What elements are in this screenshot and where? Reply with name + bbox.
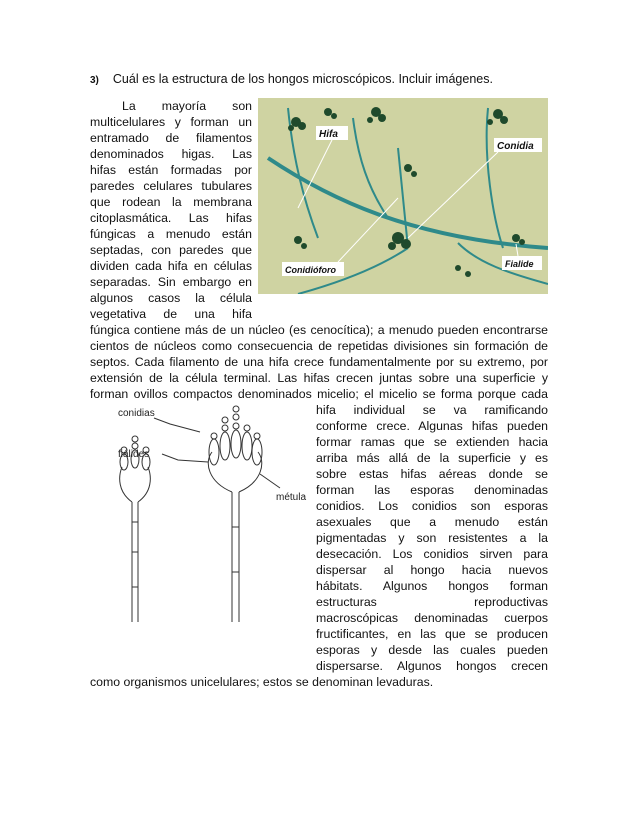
- body-line-19: forman ovillos compactos denominados micelio; el micelio se forma porque cada: [90, 387, 548, 401]
- label-conidias: conidias: [118, 408, 155, 419]
- body-line-6: paredes celulares tubulares: [90, 179, 252, 193]
- label-metula: métula: [276, 492, 307, 503]
- conidiophore-diagram: [108, 402, 318, 624]
- body-line-31: hábitats. Algunos hongos forman: [316, 579, 548, 593]
- body-line-36: dispersarse. Algunos hongos crecen: [316, 659, 548, 673]
- body-line-30: dispersar al hongo hacia nuevos: [316, 563, 548, 577]
- body-line-23: arriba más allá de la superficie y es: [316, 451, 548, 465]
- label-conidioforo: Conidióforo: [285, 265, 336, 275]
- microscope-illustration: [258, 98, 548, 294]
- body-line-16: cientos de núcleos como consecuencia de repetidas divisiones sin formación de: [90, 339, 548, 353]
- body-line-35: esporas y desde las cuales pueden: [316, 643, 548, 657]
- body-line-27: asexuales que a menudo están: [316, 515, 548, 529]
- body-line-10: septadas, con paredes que: [90, 243, 252, 257]
- body-line-5: hifas están formadas por: [90, 163, 252, 177]
- body-line-1: La mayoría son: [122, 99, 252, 113]
- body-line-15: fúngica contiene más de un núcleo (es cenocítica); a menudo pueden encontrarse: [90, 323, 548, 337]
- body-line-18: extensión de la célula terminal. Las hifas crecen juntas sobre una superficie y: [90, 371, 548, 385]
- conidiophore-illustration: [108, 402, 318, 624]
- label-fialides: fiálides: [118, 449, 150, 460]
- body-line-11: dividen cada hifa en células: [90, 259, 252, 273]
- body-line-8: citoplasmática. Las hifas: [90, 211, 252, 225]
- body-line-20: hifa individual se va ramificando: [316, 403, 548, 417]
- body-line-29: desecación. Los conidios sirven para: [316, 547, 548, 561]
- label-fialide: Fialide: [505, 259, 534, 269]
- body-line-3: entramado de filamentos: [90, 131, 252, 145]
- microscope-image: [258, 98, 548, 294]
- body-line-26: conidios. Los conidios son esporas: [316, 499, 548, 513]
- body-line-4: denominados higas. Las: [90, 147, 252, 161]
- body-line-21: conforme crece. Algunas hifas pueden: [316, 419, 548, 433]
- body-line-7: que rodean la membrana: [90, 195, 252, 209]
- body-line-2: multicelulares y forman un: [90, 115, 252, 129]
- body-line-14: vegetativa de una hifa: [90, 307, 252, 321]
- body-line-24: sobre estas hifas aéreas donde se: [316, 467, 548, 481]
- label-conidia: Conidia: [497, 141, 534, 152]
- body-line-22: formar ramas que se extienden hacia: [316, 435, 548, 449]
- body-line-9: fúngicas a menudo están: [90, 227, 252, 241]
- body-line-32: estructuras reproductivas: [316, 595, 548, 609]
- body-line-17: septos. Cada filamento de una hifa crece fundamentalmente por su extremo, por: [90, 355, 548, 369]
- body-line-37: como organismos unicelulares; estos se denominan levaduras.: [90, 675, 434, 689]
- body-line-25: forman las esporas denominadas: [316, 483, 548, 497]
- body-line-33: macroscópicas denominadas cuerpos: [316, 611, 548, 625]
- body-line-34: fructificantes, en las que se producen: [316, 627, 548, 641]
- body-line-28: pigmentadas y son resistentes a la: [316, 531, 548, 545]
- question-number: 3): [90, 75, 99, 86]
- question-text: Cuál es la estructura de los hongos microscópicos. Incluir imágenes.: [112, 72, 493, 86]
- body-line-12: separadas. Sin embargo en: [90, 275, 252, 289]
- question-heading: [90, 72, 493, 86]
- body-line-13: algunos casos la célula: [90, 291, 252, 305]
- label-hifa: Hifa: [319, 129, 338, 140]
